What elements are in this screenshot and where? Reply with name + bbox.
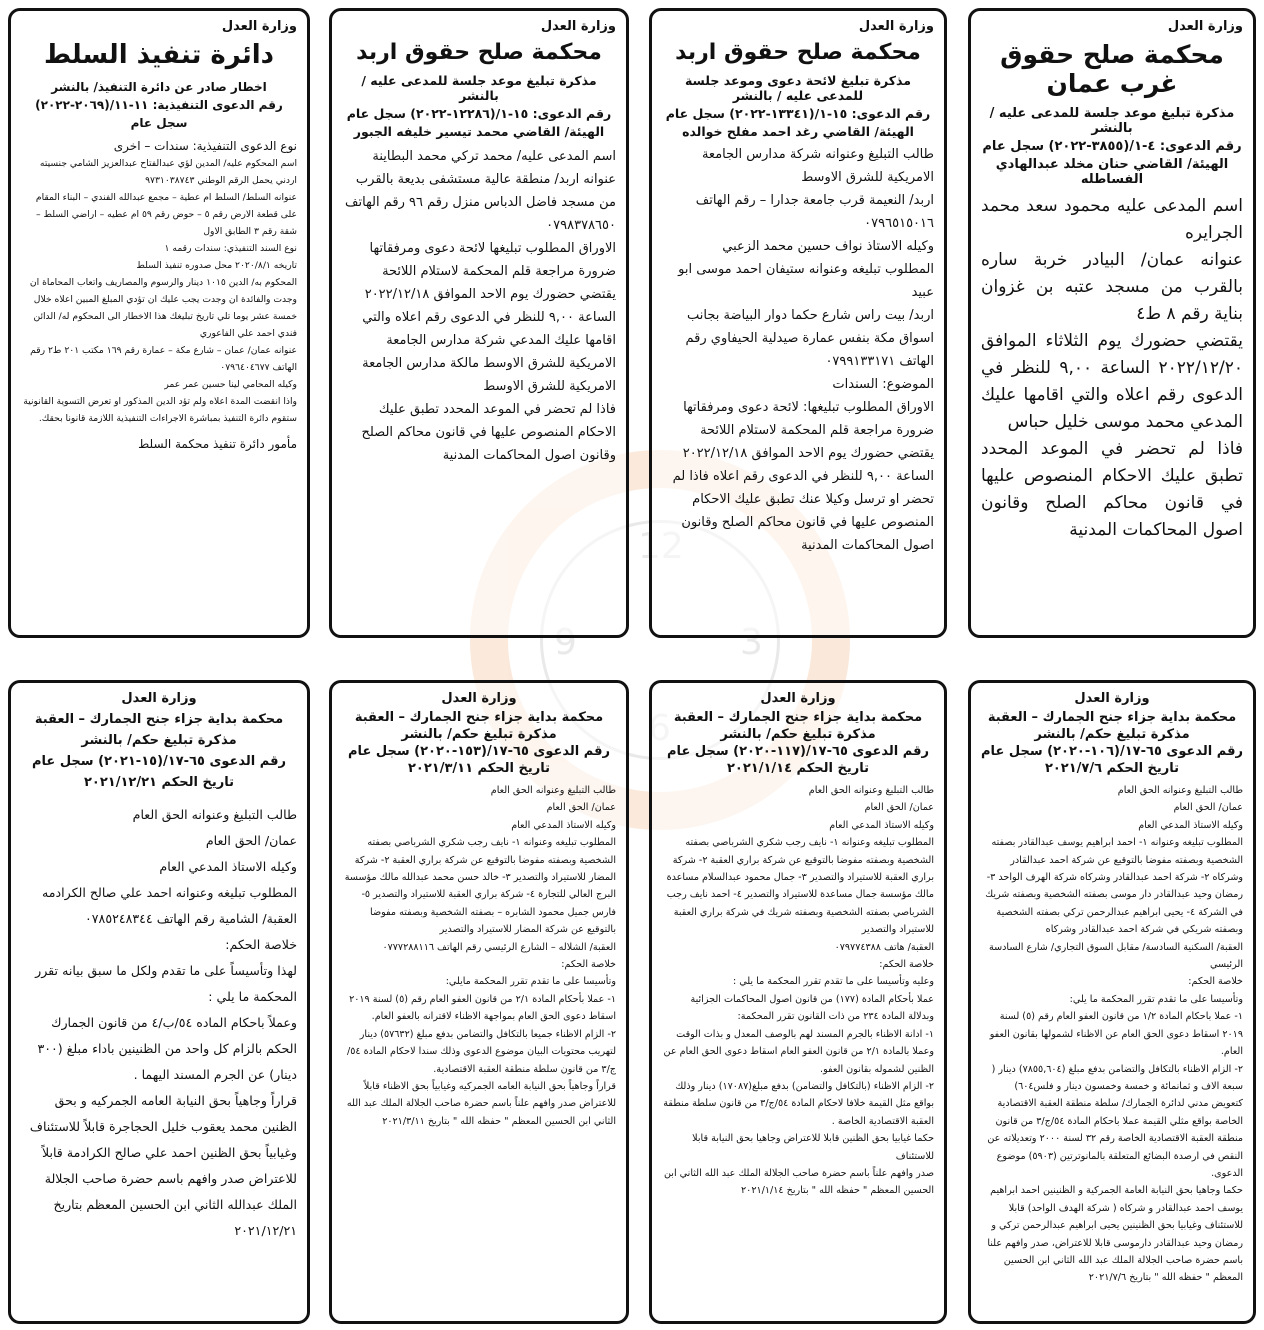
notice-aqaba-15 — [8, 680, 310, 1324]
court-title: محكمة صلح حقوق اربد — [675, 40, 921, 65]
court-title: محكمة بداية جزاء جنح الجمارك – العقبة — [673, 710, 923, 725]
notice-line: ٢- الزام الاظناء (بالتكافل والتضامن) بدفع مبلغ(١٧٠٨٧) دينار وذلك بواقع مثل القيمة خلافا لاحكام المادة ٥٤/ج/٣ من قانون سلطة منطقة العقبة الاقتصادية الخاصة . — [663, 1080, 934, 1127]
notice-line: اربد/ النعيمة قرب جامعة جدارا – رقم الهاتف ٠٧٩٦٥١٥٠١٦ — [695, 193, 934, 231]
ministry-label: وزارة العدل — [858, 19, 934, 34]
court-title: محكمة صلح حقوق اربد — [356, 40, 602, 65]
notice-line: وكيله الاستاذ المدعي العام — [159, 859, 297, 874]
notice-line: الاوراق المطلوب تبليغها لائحة دعوى ومرفقاتها ضرورة مراجعة قلم المحكمة لاستلام اللائحة — [369, 241, 616, 279]
case-number: رقم الدعوى التنفيذية: ١١-١١/(٢٠٦٩-٢٠٢٢) — [35, 98, 283, 112]
notice-line: قراراً وجاهياً بحق النيابة العامه الجمركيه وغيابياً بحق الاظناء قابلاً للاعتراض صدر وافهم علناً باسم حضرة صاحب الجلالة الملك عبد الله الثاني ابن الحسين المعظم " حفظه الله " بتاريخ ٢٠٢١/٣/١١ — [346, 1080, 616, 1127]
notice-line: يقتضي حضورك يوم الثلاثاء الموافق ٢٠٢٢/١٢/٢٠ الساعة ٩,٠٠ للنظر في الدعوى رقم اعلاه والتي اقامها عليك المدعي محمد موسى خليل حباس — [981, 331, 1243, 432]
notice-line: اسم المدعى عليه/ محمد تركي محمد البطاينة — [372, 149, 616, 164]
notice-line: عملا بأحكام المادة (١٧٧) من قانون اصول المحاكمات الجزائية وبدلالة المادة ٢٣٤ من ذات القانون تقرر المحكمة: — [690, 993, 934, 1023]
judge-line: الهيئة/ القاضي رغد احمد مفلح خوالده — [682, 124, 914, 139]
notice-line: قراراً وجاهياً بحق النيابة العامه الجمركيه و بحق الظنين محمد يعقوب خليل الحجاجرة قابلاً للاستئناف وغيابياً بحق الظنين احمد علي صالح الكرادمة قابلاً للاعتراض صدر وافهم باسم حضرة صاحب الجلالة الملك عبدالله الثاني ابن الحسين المعظم بتاريخ ٢٠٢١/١٢/٢١ — [29, 1093, 297, 1238]
notice-line: وكيله الاستاذ المدعي العام — [1138, 819, 1243, 831]
court-title: محكمة بداية جزاء جنح الجمارك – العقبة — [987, 710, 1237, 725]
notice-line: عمان/ الحق العام — [546, 802, 616, 814]
judgment-date: تاريخ الحكم ٢٠٢١/٧/٦ — [1044, 761, 1180, 776]
notice-line: المطلوب تبليغه وعنوانه ١- احمد ابراهيم يوسف عبدالقادر بصفته الشخصية وبصفته مفوضا بالتوقيع عن شركة احمد عبدالقادر وشركاه ٢- شركة احمد عبدالقادر وشركاه شركة الهرف الواحد ٣- رمضان وحيد عبدالقادر دار موسى بصفته الشخصية وبصفته شريك في الشركة ٤- يحيى ابراهيم عبدالرحمن تركي بصفته الشخصية وبصفته شريكي في شركة احمد عبدالقادر وشركاه — [985, 837, 1243, 936]
court-title: محكمة بداية جزاء جنح الجمارك – العقبة — [354, 710, 604, 725]
notice-west-amman — [968, 8, 1256, 638]
notice-subtitle: مذكرة تبليغ حكم/ بالنشر — [401, 727, 557, 742]
notice-line: طالب التبليغ وعنوانه الحق العام — [490, 785, 616, 796]
case-number: رقم الدعوى ٦٥-١٧/(١٥-٢٠٢١) سجل عام — [32, 754, 286, 769]
ministry-label: وزارة العدل — [121, 691, 197, 706]
judgment-date: تاريخ الحكم ٢٠٢١/١٢/٢١ — [84, 775, 234, 790]
notice-irbid-1 — [649, 8, 947, 638]
court-title: محكمة صلح حقوق غرب عمان — [1000, 40, 1224, 98]
notice-line: طالب التبليغ وعنوانه الحق العام — [1117, 785, 1243, 796]
notice-line: وكيله المحامي لينا حسين عمر عمر — [164, 379, 297, 390]
notice-subtitle: مذكرة تبليغ حكم/ بالنشر — [81, 733, 237, 748]
notice-line: يقتضي حضورك يوم الاحد الموافق ٢٠٢٢/١٢/١٨ الساعة ٩,٠٠ للنظر في الدعوى رقم اعلاه والتي اقامها عليك المدعي شركة مدارس الجامعة الامريكية للشرق الاوسط مالكة مدارس الجامعة الامريكية للشرق الاوسط — [362, 287, 616, 394]
notice-subtitle: مذكرة تبليغ موعد جلسة للمدعى عليه / بالنشر — [361, 73, 597, 103]
notice-line: فاذا لم تحضر في الموعد المحدد تطبق عليك الاحكام المنصوص عليها في قانون محاكم الصلح وقانون اصول المحاكمات المدنية — [361, 402, 616, 463]
notice-line: وكيله الاستاذ المدعي العام — [511, 819, 616, 831]
notice-line: الموضوع: السندات — [832, 377, 934, 392]
notice-line: المطلوب تبليغه وعنوانه احمد علي صالح الكرادمه — [42, 885, 297, 900]
court-title: محكمة بداية جزاء جنح الجمارك – العقبة — [34, 712, 284, 727]
notice-line: ٢- الزام الاظناء بالتكافل والتضامن بدفع مبلغ (٧٨٥٥,٦٠٤) دينار ( سبعة الاف و ثمانمائة و خمسة وخمسون دينار و فلس٦٠٤) كتعويض مدني لدائرة الجمارك/ سلطة منطقة العقبة الاقتصادية الخاصة بواقع مثلي القيمة عملا باحكام المادة ٥٤/ج/٣ من قانون منطقة العقبة الاقتصادية الخاصة رقم ٣٢ لسنة ٢٠٠٠ وتعديلاته عن النقص في ارصدة البضائع المتعلقة بالمانوترتين (٥٩٠٣) موضوع الدعوى. — [987, 1063, 1243, 1179]
notice-line: عنوانه اربد/ منطقة عالية مستشفى بديعة بالقرب من مسجد فاضل الدباس منزل رقم ٩٦ رقم الهاتف ٠٧٩٨٣٧٨٦٥٠ — [345, 172, 616, 233]
notice-line: لهذا وتأسيساً على ما تقدم ولكل ما سبق بيانه تقرر المحكمة ما يلي : — [35, 963, 297, 1004]
notice-line: نوع الدعوى التنفيذية: سندات – اخرى — [113, 139, 297, 153]
case-number: رقم الدعوى ٦٥-١٧/(١٠٦-٢٠٢٠) سجل عام — [981, 744, 1243, 759]
notice-line: ١- عملا بأحكام المادة ٢/١ من قانون العفو العام رقم (٥) لسنة ٢٠١٩ اسقاط دعوى الحق العام بمواجهة الاظناء لاقترانه بالعفو العام. — [349, 993, 616, 1023]
notice-line: عنوانه عمان/ البيادر خربة ساره بالقرب من مسجد عتبه بن غزوان بناية رقم ٨ ط٤ — [981, 250, 1243, 324]
case-number: رقم الدعوى: ٤-١/(٣٨٥٥-٢٠٢٢) سجل عام — [982, 139, 1242, 154]
notice-line: وكيله الاستاذ المدعي العام — [829, 819, 934, 831]
notice-line: المحكوم به/ الدين ١٠١٥ دينار والرسوم والمصاريف واتعاب المحاماة ان وجدت والفائدة ان وجدت يجب عليك ان تؤدي المبلغ المبين اعلاه خلال خمسة عشر يوما تلي تاريخ تبليغك هذا الاخطار الى المحكوم له/ الدائن فندي احمد علي الفاعوري — [29, 277, 297, 339]
notice-line: عمان/ الحق العام — [864, 802, 934, 814]
notice-line: خلاصة الحكم: — [879, 959, 934, 971]
notice-line: نوع السند التنفيذي: سندات رقمه ١ — [164, 243, 297, 254]
notice-line: فاذا لم تحضر في الموعد المحدد تطبق عليك الاحكام المنصوص عليها في قانون محاكم الصلح وقانون اصول المحاكمات المدنية — [981, 439, 1243, 540]
judge-line: الهيئة/ القاضي حنان مخلد عبدالهادي الفساطله — [995, 157, 1229, 187]
notice-subtitle: مذكرة تبليغ حكم/ بالنشر — [1034, 727, 1190, 742]
ministry-label: وزارة العدل — [221, 19, 297, 34]
notice-line: العقبة/ هاتف ٠٧٩٧٧٤٣٨٨ — [834, 941, 934, 953]
ministry-label: وزارة العدل — [1167, 19, 1243, 34]
notice-line: طالب التبليغ وعنوانه الحق العام — [808, 785, 934, 796]
notice-line: خلاصة الحكم: — [561, 959, 616, 971]
notice-line: المطلوب تبليغه وعنوانه ١- نايف رجب شكري الشرباصي بصفته الشخصية وبصفته مفوضا بالتوقيع عن شركة براري العقبة ٢- شركة براري العقبة للاستيراد والتصدير ٣- جمال محمود عبدالسلام مساعدة مالك مؤسسة جمال مساعدة للاستيراد والتصدير ٤- احمد نايف رجب الشرباصي بصفته الشخصية وبصفته شريك في شركة براري العقبة للاستيراد والتصدير — [666, 837, 934, 936]
notice-line: الاوراق المطلوب تبليغها: لائحة دعوى ومرفقاتها ضرورة مراجعة قلم المحكمة لاستلام اللائحة — [683, 400, 934, 438]
clock-digit: 3 — [740, 622, 763, 663]
ministry-label: وزارة العدل — [540, 19, 616, 34]
notice-aqaba-117 — [649, 680, 947, 1324]
notice-line: حكما غيابيا بحق الظنين قابلا للاعتراض وجاهيا بحق النيابة قابلا للاستئناف — [692, 1133, 934, 1162]
ministry-label: وزارة العدل — [760, 691, 836, 706]
ministry-label: وزارة العدل — [441, 691, 517, 706]
notice-line: طالب التبليغ وعنوانه الحق العام — [132, 807, 297, 822]
notice-line: وتأسيسا على ما تقدم تقرر المحكمة ما يلي: — [1069, 993, 1243, 1005]
notice-line: طالب التبليغ وعنوانه شركة مدارس الجامعة الامريكية للشرق الاوسط — [701, 147, 934, 185]
notice-line: حكما وجاهيا بحق النيابة العامة الجمركية و الظنينين احمد ابراهيم يوسف احمد عبدالقادر و شركاه ( شركة الهدف الواحد) قابلا للاستئناف وغيابيا بحق الظنينين يحيى ابراهيم عبدالرحمن تركي و رمضان وحيد عبدالقادر دارموسى قابلا للاعتراض، صدر وافهم علنا باسم حضرة صاحب الجلالة الملك عبد الله الثاني ابن الحسين المعظم " حفظه الله " بتاريخ ٢٠٢١/٧/٦ — [987, 1185, 1243, 1284]
notice-line: العقبة/ الشلاله – الشارع الرئيسي رقم الهاتف ٠٧٧٧٢٨٨١١٦ — [382, 941, 616, 953]
notice-line: ١- ادانة الاظناء بالجرم المسند لهم بالوصف المعدل و بذات الوقت وعملا بالمادة ٢/١ من قانون العفو العام اسقاط دعوى الحق العام عن الظنين لشموله بقانون العفو. — [663, 1028, 934, 1075]
department-title: دائرة تنفيذ السلط — [44, 40, 274, 70]
notice-line: العقبة/ الشامية رقم الهاتف ٠٧٨٥٢٤٨٣٤٤ — [85, 911, 297, 926]
notice-line: اسم المحكوم عليه/ المدين لؤي عبدالفتاح عبدالعزيز الشامي جنسيته اردني يحمل الرقم الوطني ٩٧٣١٠٣٨٧٤٣ — [39, 158, 297, 186]
notice-subtitle: مذكرة تبليغ لائحة دعوى وموعد جلسة للمدعى عليه / بالنشر — [684, 73, 912, 103]
case-number: رقم الدعوى: ١٥-١/(١٣٣٤١-٢٠٢٢) سجل عام — [665, 106, 931, 121]
notice-line: وتأسيسا على ما تقدم تقرر المحكمة مايلي: — [445, 976, 616, 988]
notice-line: ٢- الزام الاظناء جميعا بالتكافل والتضامن بدفع مبلغ (٥٧٦٣٢) دينار لتهريب محتويات البيان موضوع الدعوى وذلك سندا لاحكام المادة ٥٤/ج/٣ من قانون سلطة منطقة العقبة الاقتصادية. — [347, 1028, 616, 1075]
notice-line: صدر وافهم علناً باسم حضرة صاحب الجلالة الملك عبد الله الثاني ابن الحسين المعظم " حفظه الله " بتاريخ ٢٠٢١/١/١٤ — [663, 1167, 934, 1197]
ministry-label: وزارة العدل — [1074, 691, 1150, 706]
notice-irbid-2 — [329, 8, 629, 638]
notice-line: العقبة/ السكنية السادسة/ مقابل السوق التجاري/ شارع السادسة الرئيسي — [988, 941, 1243, 971]
record-type: سجل عام — [130, 116, 188, 130]
notice-line: المطلوب تبليغه وعنوانه ١- نايف رجب شكري الشرباصي بصفته الشخصية وبصفته مفوضا بالتوقيع عن شركة براري العقبة ٢- شركة المضار للاستيراد والتصدير ٣- خالد حسن محمد عبدالله مالك مؤسسة البرج العالي للتجارة ٤- شركة براري العقبة للاستيراد والتصدير ٥- فارس جميل محمود الشابره – بصفته الشخصية وبصفته مفوضا بالتوقيع عن شركة المضار للاستيراد والتصدير — [344, 837, 616, 936]
notice-line: وكيله الاستاذ نواف حسين محمد الزعبي — [722, 239, 934, 254]
notice-line: عنوانه السلط/ السلط ام عطية – مجمع عبدالله الفندي – البناء المقام على قطعة الارض رقم ٥ – حوض رقم ٥٩ ام عطيه – اراضي السلط – شقة رقم ٣ الطابق الاول — [35, 192, 297, 237]
notice-subtitle: مذكرة تبليغ موعد جلسة للمدعى عليه / بالنشر — [989, 106, 1235, 136]
notice-line: اربد/ بيت راس شارع حكما دوار البياضة بجانب اسواق مكة بنفس عمارة صيدلية الحيفاوي رقم الهاتف ٠٧٩٩١٣٣١٧١ — [685, 308, 934, 369]
judgment-date: تاريخ الحكم ٢٠٢١/١/١٤ — [726, 761, 870, 776]
judgment-date: تاريخ الحكم ٢٠٢١/٣/١١ — [407, 761, 551, 776]
notice-footer: مأمور دائرة تنفيذ محكمة السلط — [138, 437, 297, 451]
judge-line: الهيئة/ القاضي محمد تيسير خليفه الجبور — [353, 124, 605, 139]
notice-salt-execution — [8, 8, 310, 638]
case-number: رقم الدعوى: ١٥-١/(١٢٢٨٦-٢٠٢٢) سجل عام — [346, 106, 612, 121]
notice-line: وعليه وتأسيسا على ما تقدم تقرر المحكمة ما يلي : — [732, 976, 934, 988]
case-number: رقم الدعوى ٦٥-١٧/(١١٧-٢٠٢٠) سجل عام — [667, 744, 929, 759]
notice-line: اسم المدعى عليه محمود سعد محمد الجرايره — [981, 196, 1243, 243]
notice-line: خلاصة الحكم: — [1188, 976, 1243, 988]
notice-line: عنوانه عمان/ عمان – شارع مكة – عمارة رقم ١٦٩ مكتب ٢٠١ ط٢ رقم الهاتف ٠٧٩٦٤٠٤٦٧٧ — [30, 345, 297, 373]
notice-line: عمان/ الحق العام — [1173, 802, 1243, 814]
notice-subtitle: اخطار صادر عن دائرة التنفيذ/ بالنشر — [51, 80, 267, 94]
notice-line: ١- عملا باحكام المادة ١/٢ من قانون العفو العام رقم (٥) لسنة ٢٠١٩ اسقاط دعوى الحق العام عن الاظناء لشمولها بقانون العفو العام. — [989, 1011, 1243, 1058]
notice-line: خلاصة الحكم: — [225, 937, 297, 952]
notice-subtitle: مذكرة تبليغ حكم/ بالنشر — [720, 727, 876, 742]
notice-line: عمان/ الحق العام — [205, 833, 297, 848]
case-number: رقم الدعوى ٦٥-١٧/(١٥٣-٢٠٢٠) سجل عام — [348, 744, 610, 759]
notice-line: المطلوب تبليغه وعنوانه ستيفان احمد موسى ابو عبيد — [678, 262, 934, 300]
notice-line: تاريخه ٢٠٢٠/٨/١ محل صدوره تنفيذ السلط — [136, 260, 297, 271]
notice-line: يقتضي حضورك يوم الاحد الموافق ٢٠٢٢/١٢/١٨ الساعة ٩,٠٠ للنظر في الدعوى رقم اعلاه فاذا لم تحضر او ترسل وكيلا عنك تطبق عليك الاحكام المنصوص عليها في قانون محاكم الصلح وقانون اصول المحاكمات المدنية — [672, 446, 934, 553]
notice-line: واذا انقضت المدة اعلاه ولم تؤد الدين المذكور او تعرض التسوية القانونية ستقوم دائرة التنفيذ بمباشرة الاجراءات التنفيذية اللازمة قانونا بحقك. — [23, 396, 297, 424]
clock-digit: 9 — [554, 622, 577, 663]
notice-aqaba-106 — [968, 680, 1256, 1324]
notice-line: وعملاً باحكام الماده ٥٤/ب/٤ من قانون الجمارك الحكم بالزام كل واحد من الظنينين باداء مبلغ (٣٠٠ دينار) عن الجرم المسند اليهما . — [37, 1015, 297, 1082]
notice-aqaba-153 — [329, 680, 629, 1324]
